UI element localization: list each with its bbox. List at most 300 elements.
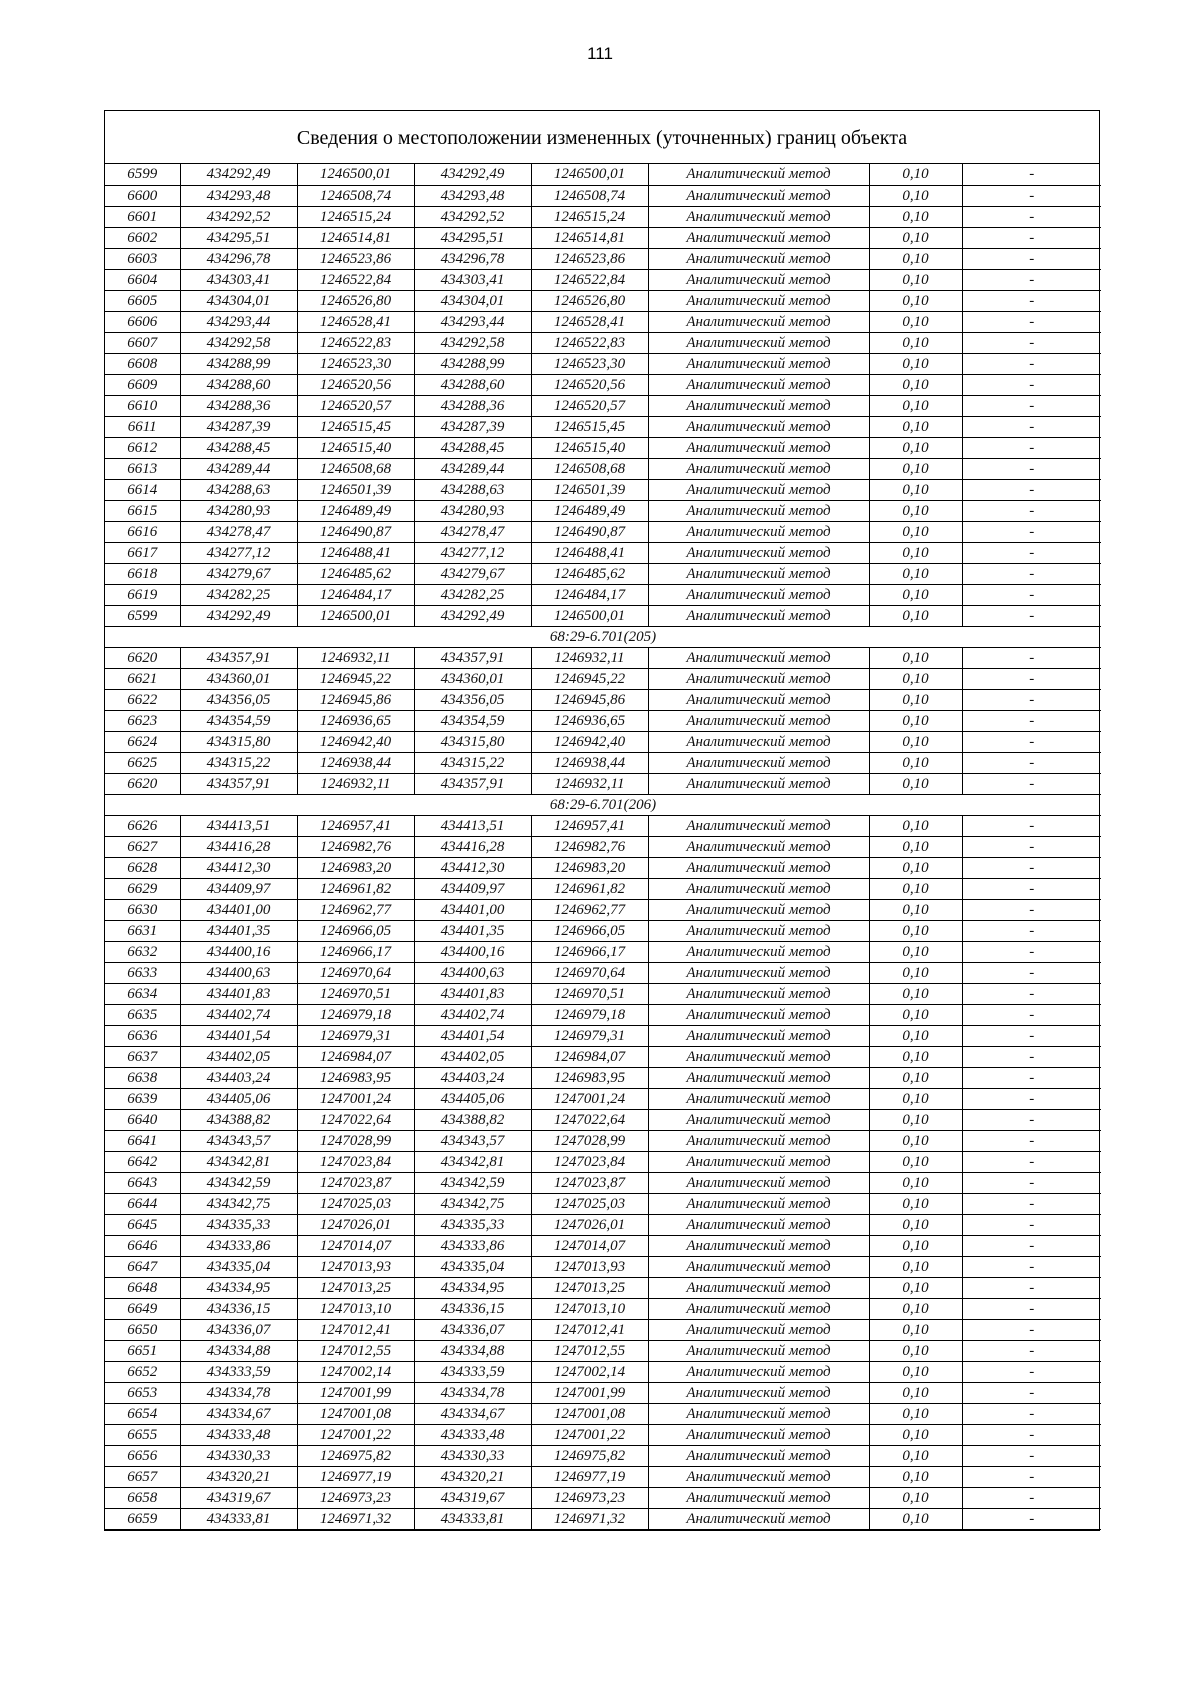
cell-x-old: 434320,21 (180, 1466, 297, 1487)
cell-method: Аналитический метод (648, 1403, 869, 1424)
cell-y-new: 1247001,22 (531, 1424, 648, 1445)
cell-y-new: 1246942,40 (531, 731, 648, 752)
cell-x-old: 434315,80 (180, 731, 297, 752)
cell-method: Аналитический метод (648, 269, 869, 290)
cell-y-new: 1246526,80 (531, 290, 648, 311)
cell-x-old: 434288,63 (180, 479, 297, 500)
table-row (105, 332, 1101, 353)
cell-y-old: 1246489,49 (297, 500, 414, 521)
cell-x-new: 434282,25 (414, 584, 531, 605)
table-row (105, 941, 1101, 962)
cell-y-new: 1246961,82 (531, 878, 648, 899)
cell-point-number: 6616 (105, 521, 180, 542)
cell-y-old: 1247014,07 (297, 1235, 414, 1256)
cell-method: Аналитический метод (648, 563, 869, 584)
cell-point-number: 6637 (105, 1046, 180, 1067)
cell-y-old: 1246514,81 (297, 227, 414, 248)
cell-point-number: 6648 (105, 1277, 180, 1298)
cell-x-new: 434335,04 (414, 1256, 531, 1277)
cell-point-number: 6619 (105, 584, 180, 605)
cell-accuracy: 0,10 (869, 437, 962, 458)
cell-y-old: 1246971,32 (297, 1508, 414, 1529)
cell-x-old: 434330,33 (180, 1445, 297, 1466)
cell-method: Аналитический метод (648, 920, 869, 941)
cell-description: - (962, 1403, 1101, 1424)
cell-y-old: 1247022,64 (297, 1109, 414, 1130)
cell-x-old: 434403,24 (180, 1067, 297, 1088)
cell-point-number: 6659 (105, 1508, 180, 1529)
cell-y-new: 1246973,23 (531, 1487, 648, 1508)
cell-accuracy: 0,10 (869, 290, 962, 311)
cell-description: - (962, 668, 1101, 689)
cell-description: - (962, 983, 1101, 1004)
cell-y-new: 1246979,18 (531, 1004, 648, 1025)
cell-y-old: 1246528,41 (297, 311, 414, 332)
cell-description: - (962, 290, 1101, 311)
table-title: Сведения о местоположении измененных (уточненных) границ объекта (105, 111, 1099, 164)
cell-x-old: 434333,59 (180, 1361, 297, 1382)
cell-accuracy: 0,10 (869, 1340, 962, 1361)
cell-method: Аналитический метод (648, 416, 869, 437)
section-label: 68:29-6.701(205) (105, 626, 1101, 647)
cell-point-number: 6602 (105, 227, 180, 248)
cell-x-old: 434401,83 (180, 983, 297, 1004)
cell-x-new: 434356,05 (414, 689, 531, 710)
cell-y-old: 1246488,41 (297, 542, 414, 563)
cell-y-new: 1246515,24 (531, 206, 648, 227)
cell-x-new: 434292,58 (414, 332, 531, 353)
cell-point-number: 6628 (105, 857, 180, 878)
cell-x-old: 434293,44 (180, 311, 297, 332)
cell-method: Аналитический метод (648, 1487, 869, 1508)
cell-y-new: 1247023,87 (531, 1172, 648, 1193)
cell-point-number: 6600 (105, 185, 180, 206)
cell-x-new: 434334,67 (414, 1403, 531, 1424)
cell-x-old: 434343,57 (180, 1130, 297, 1151)
cell-point-number: 6607 (105, 332, 180, 353)
table-row (105, 920, 1101, 941)
cell-y-new: 1246528,41 (531, 311, 648, 332)
cell-point-number: 6613 (105, 458, 180, 479)
cell-description: - (962, 416, 1101, 437)
table-row (105, 1193, 1101, 1214)
cell-y-new: 1246490,87 (531, 521, 648, 542)
cell-description: - (962, 206, 1101, 227)
cell-x-old: 434288,36 (180, 395, 297, 416)
table-row (105, 437, 1101, 458)
cell-y-old: 1247001,08 (297, 1403, 414, 1424)
table-row (105, 962, 1101, 983)
cell-point-number: 6651 (105, 1340, 180, 1361)
cell-x-old: 434400,63 (180, 962, 297, 983)
cell-accuracy: 0,10 (869, 206, 962, 227)
cell-y-old: 1246522,83 (297, 332, 414, 353)
cell-y-old: 1247025,03 (297, 1193, 414, 1214)
cell-y-old: 1246515,40 (297, 437, 414, 458)
cell-method: Аналитический метод (648, 1172, 869, 1193)
cell-description: - (962, 584, 1101, 605)
cell-method: Аналитический метод (648, 1508, 869, 1529)
cell-method: Аналитический метод (648, 710, 869, 731)
cell-y-new: 1247022,64 (531, 1109, 648, 1130)
cell-point-number: 6626 (105, 815, 180, 836)
cell-description: - (962, 458, 1101, 479)
cell-method: Аналитический метод (648, 899, 869, 920)
cell-method: Аналитический метод (648, 290, 869, 311)
cell-point-number: 6638 (105, 1067, 180, 1088)
cell-point-number: 6635 (105, 1004, 180, 1025)
cell-x-new: 434288,63 (414, 479, 531, 500)
cell-description: - (962, 605, 1101, 626)
cell-point-number: 6630 (105, 899, 180, 920)
cell-y-new: 1247023,84 (531, 1151, 648, 1172)
table-row (105, 479, 1101, 500)
cell-description: - (962, 1487, 1101, 1508)
cell-x-new: 434293,44 (414, 311, 531, 332)
cell-accuracy: 0,10 (869, 1382, 962, 1403)
cell-y-new: 1247028,99 (531, 1130, 648, 1151)
table-row (105, 1466, 1101, 1487)
cell-accuracy: 0,10 (869, 521, 962, 542)
cell-x-new: 434401,83 (414, 983, 531, 1004)
cell-x-new: 434342,75 (414, 1193, 531, 1214)
cell-accuracy: 0,10 (869, 227, 962, 248)
cell-x-old: 434277,12 (180, 542, 297, 563)
cell-y-old: 1247001,22 (297, 1424, 414, 1445)
cell-method: Аналитический метод (648, 542, 869, 563)
cell-point-number: 6646 (105, 1235, 180, 1256)
cell-accuracy: 0,10 (869, 668, 962, 689)
cell-y-old: 1246936,65 (297, 710, 414, 731)
cell-x-old: 434292,52 (180, 206, 297, 227)
cell-description: - (962, 920, 1101, 941)
cell-method: Аналитический метод (648, 689, 869, 710)
cell-y-old: 1246961,82 (297, 878, 414, 899)
cell-y-new: 1247002,14 (531, 1361, 648, 1382)
cell-method: Аналитический метод (648, 500, 869, 521)
cell-accuracy: 0,10 (869, 542, 962, 563)
table-row (105, 185, 1101, 206)
cell-y-new: 1247026,01 (531, 1214, 648, 1235)
cell-y-old: 1246979,31 (297, 1025, 414, 1046)
cell-accuracy: 0,10 (869, 1445, 962, 1466)
table-row (105, 983, 1101, 1004)
cell-description: - (962, 1025, 1101, 1046)
cell-y-new: 1246984,07 (531, 1046, 648, 1067)
cell-x-old: 434409,97 (180, 878, 297, 899)
cell-y-old: 1246962,77 (297, 899, 414, 920)
cell-method: Аналитический метод (648, 1382, 869, 1403)
cell-x-new: 434315,80 (414, 731, 531, 752)
cell-point-number: 6608 (105, 353, 180, 374)
cell-x-new: 434295,51 (414, 227, 531, 248)
cell-accuracy: 0,10 (869, 1466, 962, 1487)
table-row (105, 290, 1101, 311)
cell-x-old: 434315,22 (180, 752, 297, 773)
cell-x-new: 434409,97 (414, 878, 531, 899)
cell-method: Аналитический метод (648, 1340, 869, 1361)
cell-x-old: 434401,54 (180, 1025, 297, 1046)
cell-y-old: 1246938,44 (297, 752, 414, 773)
cell-method: Аналитический метод (648, 1361, 869, 1382)
cell-point-number: 6631 (105, 920, 180, 941)
cell-description: - (962, 878, 1101, 899)
cell-point-number: 6658 (105, 1487, 180, 1508)
cell-x-old: 434304,01 (180, 290, 297, 311)
cell-method: Аналитический метод (648, 1130, 869, 1151)
cell-accuracy: 0,10 (869, 773, 962, 794)
cell-x-old: 434342,81 (180, 1151, 297, 1172)
cell-accuracy: 0,10 (869, 311, 962, 332)
cell-description: - (962, 1424, 1101, 1445)
cell-accuracy: 0,10 (869, 941, 962, 962)
cell-y-new: 1246520,57 (531, 395, 648, 416)
cell-x-new: 434292,49 (414, 605, 531, 626)
cell-description: - (962, 500, 1101, 521)
cell-x-old: 434334,67 (180, 1403, 297, 1424)
cell-x-old: 434335,04 (180, 1256, 297, 1277)
cell-x-new: 434330,33 (414, 1445, 531, 1466)
cell-accuracy: 0,10 (869, 416, 962, 437)
cell-method: Аналитический метод (648, 437, 869, 458)
cell-y-new: 1247001,08 (531, 1403, 648, 1424)
cell-point-number: 6640 (105, 1109, 180, 1130)
cell-x-old: 434287,39 (180, 416, 297, 437)
cell-x-new: 434278,47 (414, 521, 531, 542)
cell-accuracy: 0,10 (869, 164, 962, 185)
cell-method: Аналитический метод (648, 647, 869, 668)
cell-point-number: 6654 (105, 1403, 180, 1424)
table-row (105, 1361, 1101, 1382)
cell-y-new: 1247013,93 (531, 1256, 648, 1277)
cell-accuracy: 0,10 (869, 1151, 962, 1172)
cell-accuracy: 0,10 (869, 1109, 962, 1130)
table-row (105, 269, 1101, 290)
table-row (105, 773, 1101, 794)
table-row (105, 374, 1101, 395)
cell-point-number: 6623 (105, 710, 180, 731)
cell-y-new: 1247013,25 (531, 1277, 648, 1298)
cell-description: - (962, 1298, 1101, 1319)
cell-y-new: 1246500,01 (531, 164, 648, 185)
cell-x-new: 434401,35 (414, 920, 531, 941)
cell-x-new: 434289,44 (414, 458, 531, 479)
cell-x-old: 434292,49 (180, 605, 297, 626)
cell-description: - (962, 227, 1101, 248)
cell-y-new: 1246971,32 (531, 1508, 648, 1529)
cell-y-new: 1246500,01 (531, 605, 648, 626)
cell-description: - (962, 1382, 1101, 1403)
cell-point-number: 6599 (105, 605, 180, 626)
cell-accuracy: 0,10 (869, 1403, 962, 1424)
cell-y-new: 1246945,86 (531, 689, 648, 710)
cell-description: - (962, 1109, 1101, 1130)
cell-accuracy: 0,10 (869, 752, 962, 773)
cell-y-new: 1247014,07 (531, 1235, 648, 1256)
cell-x-old: 434333,81 (180, 1508, 297, 1529)
cell-x-new: 434333,48 (414, 1424, 531, 1445)
cell-method: Аналитический метод (648, 458, 869, 479)
cell-y-old: 1246970,64 (297, 962, 414, 983)
cell-y-new: 1246515,45 (531, 416, 648, 437)
cell-point-number: 6636 (105, 1025, 180, 1046)
cell-x-old: 434292,58 (180, 332, 297, 353)
table-row (105, 647, 1101, 668)
cell-y-new: 1246523,86 (531, 248, 648, 269)
cell-y-old: 1246970,51 (297, 983, 414, 1004)
cell-y-old: 1246983,20 (297, 857, 414, 878)
cell-method: Аналитический метод (648, 584, 869, 605)
cell-description: - (962, 1466, 1101, 1487)
cell-method: Аналитический метод (648, 1466, 869, 1487)
cell-method: Аналитический метод (648, 983, 869, 1004)
cell-y-new: 1246979,31 (531, 1025, 648, 1046)
cell-description: - (962, 857, 1101, 878)
table-row (105, 164, 1101, 185)
table-row (105, 1046, 1101, 1067)
cell-x-new: 434296,78 (414, 248, 531, 269)
cell-method: Аналитический метод (648, 521, 869, 542)
cell-y-new: 1246508,68 (531, 458, 648, 479)
cell-y-new: 1246966,17 (531, 941, 648, 962)
cell-y-old: 1247001,24 (297, 1088, 414, 1109)
cell-x-new: 434333,86 (414, 1235, 531, 1256)
cell-point-number: 6603 (105, 248, 180, 269)
cell-description: - (962, 521, 1101, 542)
cell-y-old: 1246522,84 (297, 269, 414, 290)
cell-method: Аналитический метод (648, 1445, 869, 1466)
table-row (105, 668, 1101, 689)
cell-x-new: 434360,01 (414, 668, 531, 689)
cell-accuracy: 0,10 (869, 836, 962, 857)
cell-point-number: 6647 (105, 1256, 180, 1277)
cell-point-number: 6627 (105, 836, 180, 857)
cell-method: Аналитический метод (648, 962, 869, 983)
cell-x-old: 434356,05 (180, 689, 297, 710)
cell-y-old: 1246520,57 (297, 395, 414, 416)
cell-accuracy: 0,10 (869, 1046, 962, 1067)
cell-accuracy: 0,10 (869, 1256, 962, 1277)
cell-description: - (962, 332, 1101, 353)
cell-description: - (962, 899, 1101, 920)
cell-accuracy: 0,10 (869, 1004, 962, 1025)
cell-y-old: 1246945,22 (297, 668, 414, 689)
cell-point-number: 6632 (105, 941, 180, 962)
cell-accuracy: 0,10 (869, 605, 962, 626)
cell-x-old: 434278,47 (180, 521, 297, 542)
cell-y-old: 1246982,76 (297, 836, 414, 857)
cell-point-number: 6622 (105, 689, 180, 710)
cell-point-number: 6644 (105, 1193, 180, 1214)
cell-method: Аналитический метод (648, 1424, 869, 1445)
cell-description: - (962, 1067, 1101, 1088)
cell-x-new: 434336,07 (414, 1319, 531, 1340)
cell-accuracy: 0,10 (869, 857, 962, 878)
cell-accuracy: 0,10 (869, 647, 962, 668)
table-row (105, 689, 1101, 710)
table-row (105, 857, 1101, 878)
cell-description: - (962, 1319, 1101, 1340)
cell-x-new: 434288,36 (414, 395, 531, 416)
cell-description: - (962, 248, 1101, 269)
cell-description: - (962, 752, 1101, 773)
cell-method: Аналитический метод (648, 395, 869, 416)
table-row (105, 311, 1101, 332)
cell-x-old: 434402,74 (180, 1004, 297, 1025)
cell-x-new: 434293,48 (414, 185, 531, 206)
cell-y-old: 1246526,80 (297, 290, 414, 311)
table-row (105, 353, 1101, 374)
cell-method: Аналитический метод (648, 1004, 869, 1025)
table-row (105, 521, 1101, 542)
cell-y-new: 1246977,19 (531, 1466, 648, 1487)
cell-method: Аналитический метод (648, 479, 869, 500)
cell-y-new: 1246489,49 (531, 500, 648, 521)
cell-y-new: 1246966,05 (531, 920, 648, 941)
cell-accuracy: 0,10 (869, 1487, 962, 1508)
cell-method: Аналитический метод (648, 374, 869, 395)
cell-x-new: 434400,16 (414, 941, 531, 962)
cell-description: - (962, 1508, 1101, 1529)
cell-method: Аналитический метод (648, 668, 869, 689)
table-row (105, 878, 1101, 899)
cell-x-new: 434342,81 (414, 1151, 531, 1172)
cell-x-new: 434333,59 (414, 1361, 531, 1382)
cell-accuracy: 0,10 (869, 1088, 962, 1109)
cell-point-number: 6620 (105, 647, 180, 668)
cell-x-new: 434402,74 (414, 1004, 531, 1025)
cell-description: - (962, 374, 1101, 395)
table-row (105, 1067, 1101, 1088)
cell-x-old: 434388,82 (180, 1109, 297, 1130)
cell-x-new: 434315,22 (414, 752, 531, 773)
cell-description: - (962, 563, 1101, 584)
cell-description: - (962, 479, 1101, 500)
cell-x-new: 434413,51 (414, 815, 531, 836)
cell-x-old: 434333,48 (180, 1424, 297, 1445)
table-row (105, 1109, 1101, 1130)
table-row (105, 1277, 1101, 1298)
cell-y-old: 1246508,68 (297, 458, 414, 479)
cell-x-new: 434288,45 (414, 437, 531, 458)
cell-accuracy: 0,10 (869, 962, 962, 983)
cell-x-new: 434412,30 (414, 857, 531, 878)
cell-accuracy: 0,10 (869, 353, 962, 374)
table-row (105, 1025, 1101, 1046)
table-row (105, 416, 1101, 437)
cell-y-new: 1246962,77 (531, 899, 648, 920)
cell-x-new: 434354,59 (414, 710, 531, 731)
cell-y-new: 1246515,40 (531, 437, 648, 458)
cell-x-new: 434288,99 (414, 353, 531, 374)
cell-point-number: 6634 (105, 983, 180, 1004)
cell-x-new: 434336,15 (414, 1298, 531, 1319)
cell-x-old: 434336,07 (180, 1319, 297, 1340)
cell-y-old: 1246977,19 (297, 1466, 414, 1487)
cell-method: Аналитический метод (648, 1046, 869, 1067)
cell-accuracy: 0,10 (869, 332, 962, 353)
cell-y-new: 1246522,83 (531, 332, 648, 353)
cell-x-new: 434401,00 (414, 899, 531, 920)
cell-description: - (962, 1214, 1101, 1235)
cell-point-number: 6641 (105, 1130, 180, 1151)
page-number: 111 (587, 44, 613, 63)
cell-description: - (962, 941, 1101, 962)
cell-method: Аналитический метод (648, 773, 869, 794)
cell-point-number: 6652 (105, 1361, 180, 1382)
cell-x-old: 434289,44 (180, 458, 297, 479)
section-row (105, 626, 1101, 647)
